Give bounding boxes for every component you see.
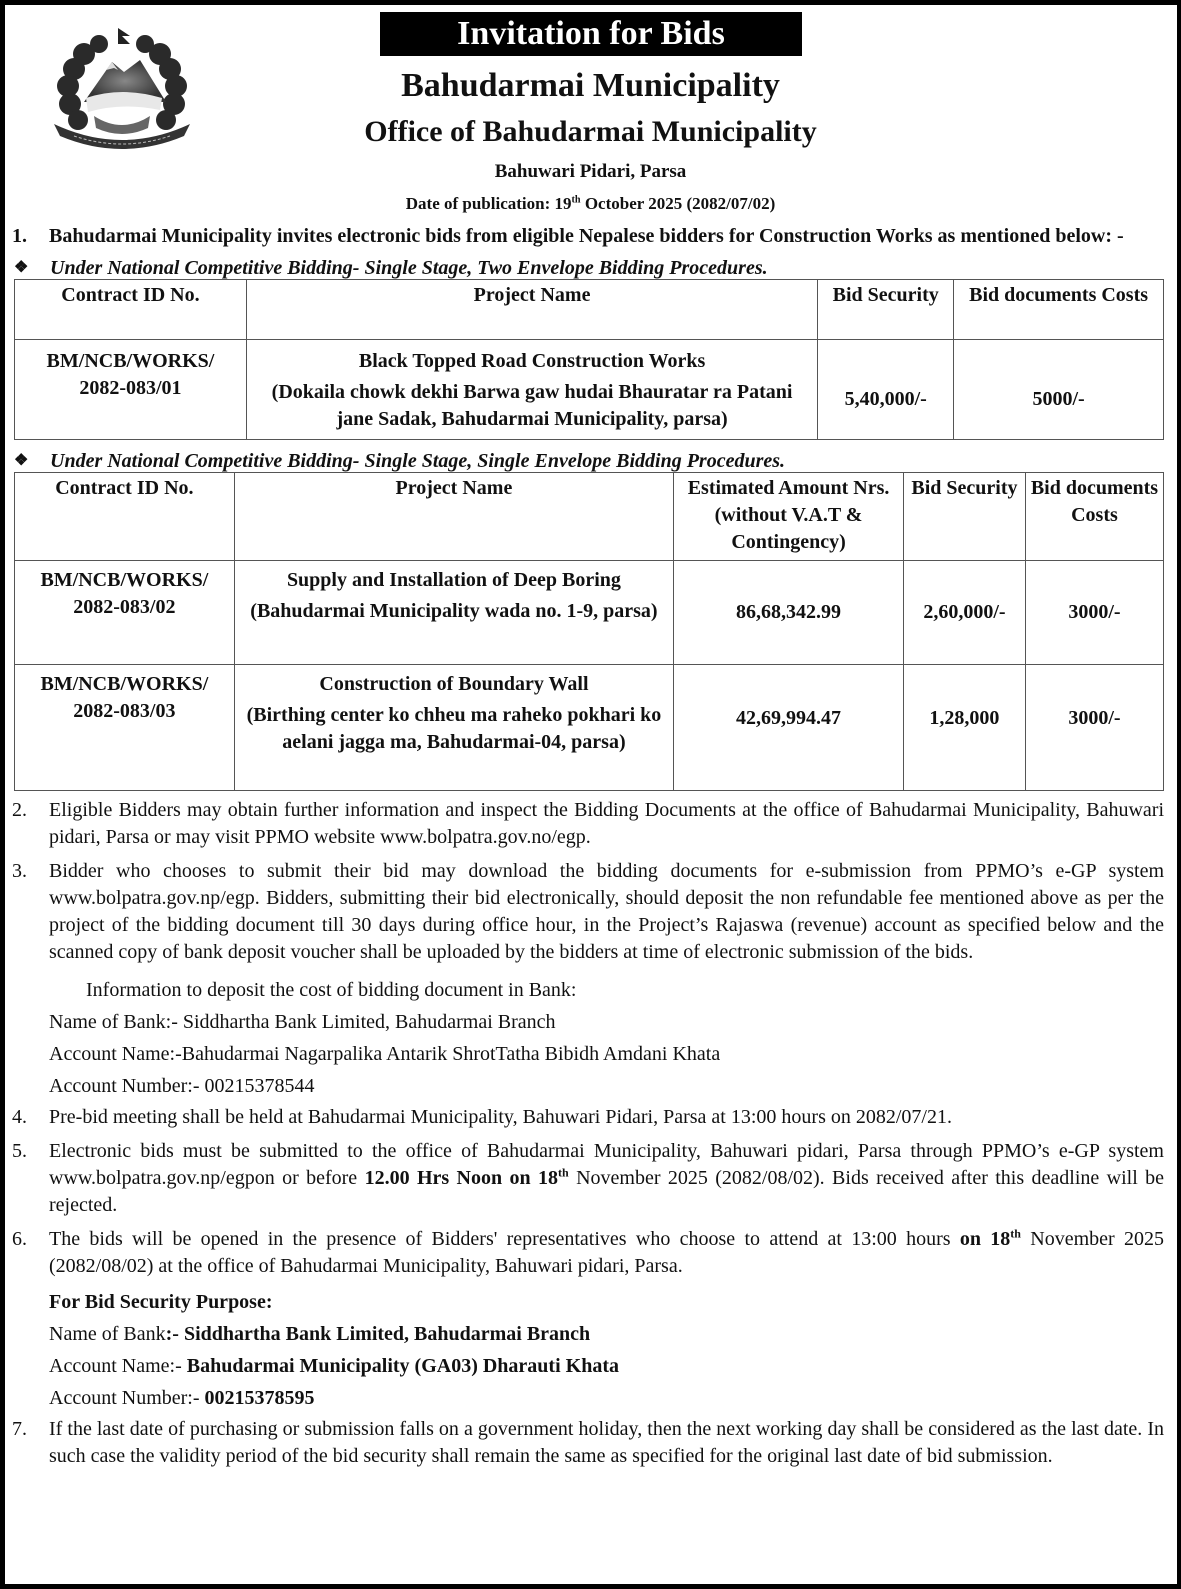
field-label: Account Name:- [49, 1043, 182, 1065]
invitation-banner: Invitation for Bids [380, 12, 802, 56]
security-account-name [12, 1350, 1164, 1382]
clause-text: November 2025 (2082/08/02) at the office of Bahudarmai Municipality, Bahuwari pidari, Parsa. [49, 1228, 1164, 1277]
deposit-account-name [12, 1038, 1164, 1070]
clause-6 [12, 1226, 1164, 1280]
clause-7 [12, 1416, 1164, 1470]
contract-id-cell [15, 340, 247, 440]
section-heading-text: Under National Competitive Bidding- Single Stage, Single Envelope Bidding Procedures. [50, 450, 786, 472]
single-envelope-bids-table [14, 472, 1164, 791]
col-header: Bid documents Costs [954, 280, 1164, 340]
opening-date-text: on 18 [959, 1228, 1011, 1250]
clause-number: 1. [12, 225, 27, 247]
clause-text: November 2025 (2082/08/02). Bids received after this deadline will be rejected. [49, 1167, 1165, 1216]
section-heading-text: Under National Competitive Bidding- Single Stage, Two Envelope Bidding Procedures. [50, 257, 768, 279]
deadline-emphasis [365, 1167, 569, 1189]
clause-text: If the last date of purchasing or submission falls on a government holiday, then the next working day shall be considered as the last date. In such case the validity period of the bid security shall remain the same as specified for the original last date of bid submission. [49, 1418, 1164, 1467]
project-title: Construction of Boundary Wall [319, 673, 589, 695]
doc-cost-cell: 5000/- [954, 340, 1164, 440]
estimated-amount-cell: 86,68,342.99 [674, 561, 904, 665]
clause-number: 2. [12, 799, 27, 821]
bullet-diamond-icon: ❖ [14, 259, 29, 276]
col-header: Bid Security [818, 280, 954, 340]
project-detail: (Bahudarmai Municipality wada no. 1-9, parsa) [250, 600, 658, 622]
clause-text: The bids will be opened in the presence of Bidders' representatives who choose to attend at 13:00 hours [49, 1228, 960, 1250]
publication-date [0, 190, 1181, 218]
opening-date-emphasis [960, 1228, 1021, 1250]
bid-security-cell: 2,60,000/- [903, 561, 1025, 665]
clause-number: 6. [12, 1228, 27, 1250]
clause-text: Bidder who chooses to submit their bid may download the bidding documents for e-submission from PPMO’s e-GP system www.bolpatra.gov.np/egp. Bidders, submitting their bid electronically, should deposit the non refundable fee mentioned above as per the project of the bidding document till 30 days during office hour, in the Project’s Rajaswa (revenue) account as specified below and the scanned copy of bank deposit voucher shall be uploaded by the bidders at time of electronic submission of the bids. [49, 860, 1164, 963]
field-label: Name of Bank [49, 1323, 166, 1345]
project-detail: (Dokaila chowk dekhi Barwa gaw hudai Bhauratar ra Patani jane Sadak, Bahudarmai Municipality, parsa) [271, 381, 793, 430]
field-value: Bahudarmai Nagarpalika Antarik ShrotTatha Bibidh Amdani Khata [181, 1043, 721, 1065]
field-label: Account Name:- [49, 1355, 187, 1377]
contract-id-line: BM/NCB/WORKS/ [46, 350, 215, 372]
doc-cost-cell: 3000/- [1025, 561, 1163, 665]
col-header: Bid documents Costs [1025, 473, 1163, 561]
table-header-row [15, 280, 1164, 340]
table-row [15, 561, 1164, 665]
clause-2 [12, 797, 1164, 851]
field-label: Name of Bank:- [49, 1011, 183, 1033]
notice-body [12, 224, 1164, 1470]
clause-1 [12, 224, 1164, 248]
clause-4 [12, 1104, 1164, 1131]
estimated-amount-cell: 42,69,994.47 [674, 665, 904, 791]
security-account-number [12, 1382, 1164, 1414]
col-header: Contract ID No. [15, 280, 247, 340]
deposit-account-number [12, 1070, 1164, 1102]
field-value: :- Siddhartha Bank Limited, Bahudarmai Branch [165, 1323, 591, 1345]
table-row [15, 340, 1164, 440]
col-header: Project Name [234, 473, 673, 561]
contract-id-cell [15, 665, 235, 791]
clause-text: Electronic bids must be submitted to the office of Bahudarmai Municipality, Bahuwari pidari, Parsa through PPMO’s e-GP system www.bolpatra.gov.np/egpon or before [49, 1140, 1164, 1189]
field-label: Account Number:- [49, 1387, 205, 1409]
opening-date-sup: th [1010, 1226, 1021, 1241]
deposit-bank-name [12, 1006, 1164, 1038]
contract-id-line: BM/NCB/WORKS/ [40, 569, 209, 591]
contract-id-line: BM/NCB/WORKS/ [40, 673, 209, 695]
clause-text: Eligible Bidders may obtain further information and inspect the Bidding Documents at the office of Bahudarmai Municipality, Bahuwari pidari, Parsa or may visit PPMO website www.bolpatra.gov.no/egp. [49, 799, 1164, 848]
clause-number: 4. [12, 1106, 27, 1128]
contract-id-cell [15, 561, 235, 665]
clause-number: 5. [12, 1140, 27, 1162]
project-name-cell [234, 561, 673, 665]
section-single-envelope-heading [12, 450, 1164, 472]
clause-text: Bahudarmai Municipality invites electronic bids from eligible Nepalese bidders for Construction Works as mentioned below: - [49, 225, 1124, 247]
clause-3 [12, 858, 1164, 966]
office-address: Bahuwari Pidari, Parsa [494, 161, 687, 182]
contract-id-line: 2082-083/03 [73, 700, 176, 722]
deposit-info-heading: Information to deposit the cost of bidding document in Bank: [86, 979, 577, 1001]
clause-number: 3. [12, 860, 27, 882]
col-header: Contract ID No. [15, 473, 235, 561]
office-name: Office of Bahudarmai Municipality [364, 115, 817, 148]
bullet-diamond-icon: ❖ [14, 452, 29, 469]
clause-5 [12, 1138, 1164, 1219]
project-detail: (Birthing center ko chheu ma raheko pokhari ko aelani jagga ma, Bahudarmai-04, parsa) [246, 704, 662, 753]
field-value: Siddhartha Bank Limited, Bahudarmai Branch [182, 1011, 556, 1033]
field-value: 00215378544 [204, 1075, 315, 1097]
doc-cost-cell: 3000/- [1025, 665, 1163, 791]
project-title: Supply and Installation of Deep Boring [286, 569, 621, 591]
contract-id-line: 2082-083/02 [73, 596, 176, 618]
bid-security-cell: 1,28,000 [903, 665, 1025, 791]
col-header: Bid Security [903, 473, 1025, 561]
project-name-cell [246, 340, 817, 440]
deadline-text: 12.00 Hrs Noon on 18 [364, 1167, 559, 1189]
table-row [15, 665, 1164, 791]
contract-id-line: 2082-083/01 [79, 377, 182, 399]
clause-number: 7. [12, 1418, 27, 1440]
organization-name: Bahudarmai Municipality [401, 67, 780, 104]
table-header-row [15, 473, 1164, 561]
security-bank-name [12, 1318, 1164, 1350]
field-value: Bahudarmai Municipality (GA03) Dharauti Khata [186, 1355, 619, 1377]
bid-security-cell: 5,40,000/- [818, 340, 954, 440]
col-header: Estimated Amount Nrs. (without V.A.T & Contingency) [674, 473, 904, 561]
col-header: Project Name [246, 280, 817, 340]
project-name-cell [234, 665, 673, 791]
publication-date-text: Date of publication: 19 [405, 194, 572, 213]
section-two-envelope-heading [12, 257, 1164, 279]
bid-security-heading: For Bid Security Purpose: [49, 1291, 273, 1313]
deadline-sup: th [558, 1165, 569, 1180]
publication-date-rest: October 2025 (2082/07/02) [580, 194, 776, 213]
field-label: Account Number:- [49, 1075, 205, 1097]
clause-text: Pre-bid meeting shall be held at Bahudarmai Municipality, Bahuwari Pidari, Parsa at 13:00 hours on 2082/07/21. [49, 1106, 952, 1128]
two-envelope-bids-table [14, 279, 1164, 440]
field-value: 00215378595 [204, 1387, 315, 1409]
publication-date-sup: th [571, 194, 581, 206]
project-title: Black Topped Road Construction Works [358, 350, 706, 372]
